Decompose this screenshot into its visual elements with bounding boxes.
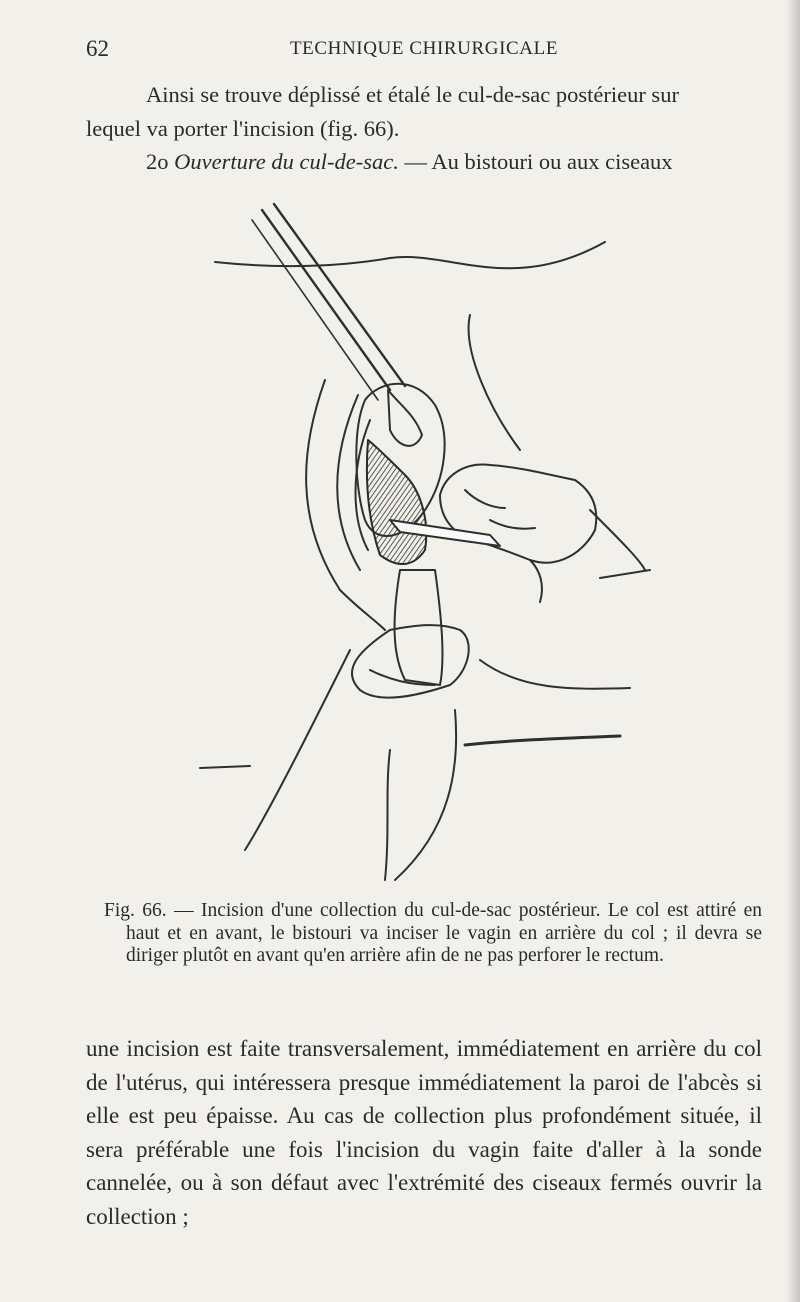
lower-hand [352,625,469,698]
top-line-2: lequel va porter l'incision (fig. 66). [86,115,400,141]
section-title: Ouverture du cul-de-sac. [174,149,399,174]
figure-caption [104,900,762,968]
upper-retractor-edge [215,242,605,268]
section-number: 2o [146,149,169,174]
lower-speculum-edge [465,736,620,745]
right-wall-contour [469,315,520,450]
tenaculum-jaws [388,390,422,446]
forearm-lower [385,750,390,880]
top-line-1: Ainsi se trouve déplissé et étalé le cul-de-sac postérieur sur [146,82,679,107]
page-number: 62 [86,36,109,61]
tenaculum-shaft-2 [274,204,405,386]
section-heading-line [86,145,762,179]
page-header [86,36,762,62]
caption-text: Fig. 66. — Incision d'une collection du cul-de-sac postérieur. Le col est attiré en haut et en avant, le bistouri va inciser le vagin en arrière du col ; il devra se diriger plutôt en avant qu'en arrière afin de ne pas perforer le rectum. [104,900,762,966]
tenaculum-shaft-1 [262,210,390,390]
running-title: TECHNIQUE CHIRURGICALE [289,38,559,59]
right-outer-contour [590,510,645,570]
top-paragraph [86,78,762,179]
page-edge-shadow [786,0,800,1302]
tenaculum-shaft-3 [252,220,378,400]
shaded-cul-de-sac [367,440,426,564]
left-lower-tick [200,766,250,768]
forearm-right [395,710,456,880]
hand-knuckle-2 [490,520,535,529]
bottom-paragraph-text: une incision est faite transversalement, immédiatement en arrière du col de l'utérus, qui intéressera presque immédiatement la paroi de l'abcès si elle est peu épaisse. Au cas de collection plus profondément située, il sera préférable une fois l'incision du vagin faite d'aller à la sonde cannelée, ou à son défaut avec l'extrémité des ciseaux fermés ouvrir la collection ; [86,1036,762,1229]
section-lead: — Au bistouri ou aux ciseaux [398,149,673,174]
right-lower-edge [600,570,650,578]
forearm-left [245,650,350,850]
hand-knuckle-1 [465,490,505,508]
lower-speculum-edge-2 [480,660,630,689]
bottom-paragraph [86,1032,762,1233]
upper-hand [440,465,596,563]
hand-finger-edge [530,560,542,602]
surgical-illustration [190,190,670,900]
